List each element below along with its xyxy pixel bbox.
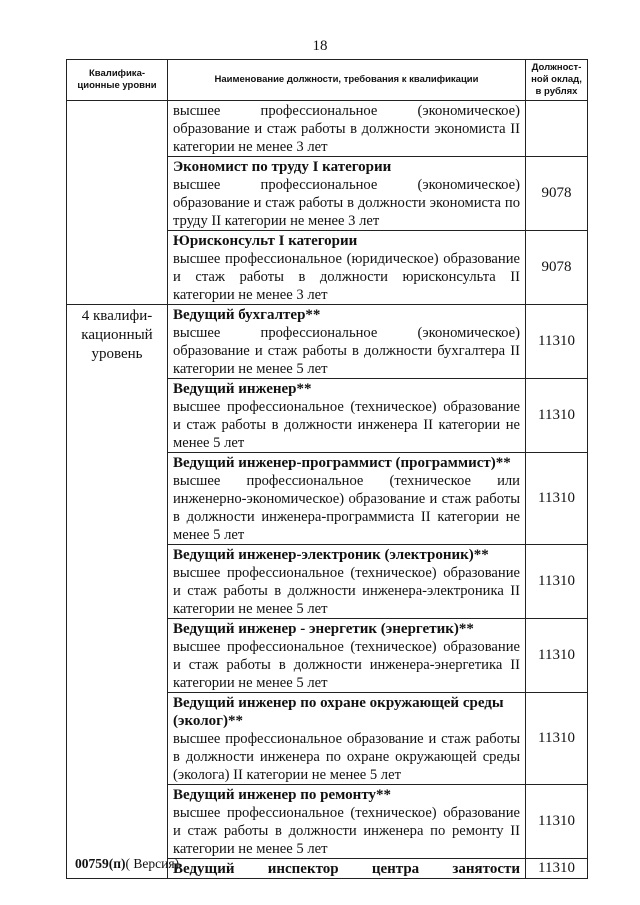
requirement-text: высшее профессиональное (техническое) образование и стаж работы в должности инженера II категории не менее 5 лет	[173, 399, 520, 451]
qualification-level-cell: 4 квалифи-кационный уровень	[67, 305, 168, 879]
position-cell	[168, 157, 526, 231]
requirement-text: высшее профессиональное (техническое) образование и стаж работы в должности инженера-электроника II категории не менее 5 лет	[173, 565, 520, 617]
document-code: 00759(п)	[75, 856, 126, 871]
title-word: центра	[371, 861, 420, 877]
salary-cell: 11310	[526, 785, 588, 859]
position-cell	[168, 619, 526, 693]
document-version: ( Версия)	[125, 856, 180, 871]
position-title: Экономист по труду I категории	[173, 159, 392, 175]
position-cell	[168, 231, 526, 305]
qualification-table	[66, 59, 588, 879]
table-row	[67, 305, 588, 379]
position-title: Ведущий инженер-программист (программист)**	[173, 455, 511, 471]
position-title: Ведущий инженер - энергетик (энергетик)**	[173, 621, 474, 637]
salary-cell: 11310	[526, 619, 588, 693]
position-title: Ведущий инженер-электроник (электроник)**	[173, 547, 489, 563]
salary-cell: 11310	[526, 379, 588, 453]
document-footer	[75, 856, 179, 872]
requirement-text: высшее профессиональное (экономическое) образование и стаж работы в должности экономиста II категории не менее 3 лет	[173, 103, 520, 155]
requirement-text: высшее профессиональное (юридическое) образование и стаж работы в должности юрисконсульта II категории не менее 3 лет	[173, 251, 520, 303]
requirement-text: высшее профессиональное (экономическое) образование и стаж работы в должности экономиста по труду II категории не менее 3 лет	[173, 177, 520, 229]
position-cell	[168, 305, 526, 379]
position-title: Ведущий бухгалтер**	[173, 307, 321, 323]
position-title-partial	[173, 860, 520, 878]
position-cell	[168, 453, 526, 545]
requirement-text: высшее профессиональное (экономическое) образование и стаж работы в должности бухгалтера II категории не менее 5 лет	[173, 325, 520, 377]
salary-cell: 11310	[526, 453, 588, 545]
title-word: занятости	[452, 861, 520, 877]
position-title: Ведущий инженер**	[173, 381, 312, 397]
position-title: Юрисконсульт I категории	[173, 233, 358, 249]
position-cell	[168, 379, 526, 453]
salary-cell: 9078	[526, 157, 588, 231]
salary-cell: 11310	[526, 545, 588, 619]
salary-cell: 9078	[526, 231, 588, 305]
header-position: Наименование должности, требования к квалификации	[168, 60, 526, 101]
level-cell-empty	[67, 101, 168, 305]
position-cell	[168, 859, 526, 879]
position-title: Ведущий инженер по ремонту**	[173, 787, 391, 803]
position-title: Ведущий инженер по охране окружающей среды (эколог)**	[173, 695, 504, 729]
position-cell	[168, 545, 526, 619]
position-cell	[168, 101, 526, 157]
title-word: Ведущий	[173, 861, 235, 877]
requirement-text: высшее профессиональное образование и стаж работы в должности инженера по охране окружающей среды (эколога) II категории не менее 5 лет	[173, 731, 520, 783]
position-cell	[168, 693, 526, 785]
salary-cell-empty	[526, 101, 588, 157]
salary-cell: 11310	[526, 693, 588, 785]
requirement-text: высшее профессиональное (техническое или инженерно-экономическое) образование и стаж работы в должности инженера-программиста II категории не менее 5 лет	[173, 473, 520, 543]
header-salary: Должност-ной оклад, в рублях	[526, 60, 588, 101]
table-header-row	[67, 60, 588, 101]
requirement-text: высшее профессиональное (техническое) образование и стаж работы в должности инженера по ремонту II категории не менее 5 лет	[173, 805, 520, 857]
table-row	[67, 101, 588, 157]
header-level: Квалифика-ционные уровни	[67, 60, 168, 101]
page-number: 18	[312, 38, 328, 54]
salary-cell: 11310	[526, 859, 588, 879]
position-cell	[168, 785, 526, 859]
title-word: инспектор	[267, 861, 339, 877]
salary-cell: 11310	[526, 305, 588, 379]
requirement-text: высшее профессиональное (техническое) образование и стаж работы в должности инженера-энергетика II категории не менее 5 лет	[173, 639, 520, 691]
